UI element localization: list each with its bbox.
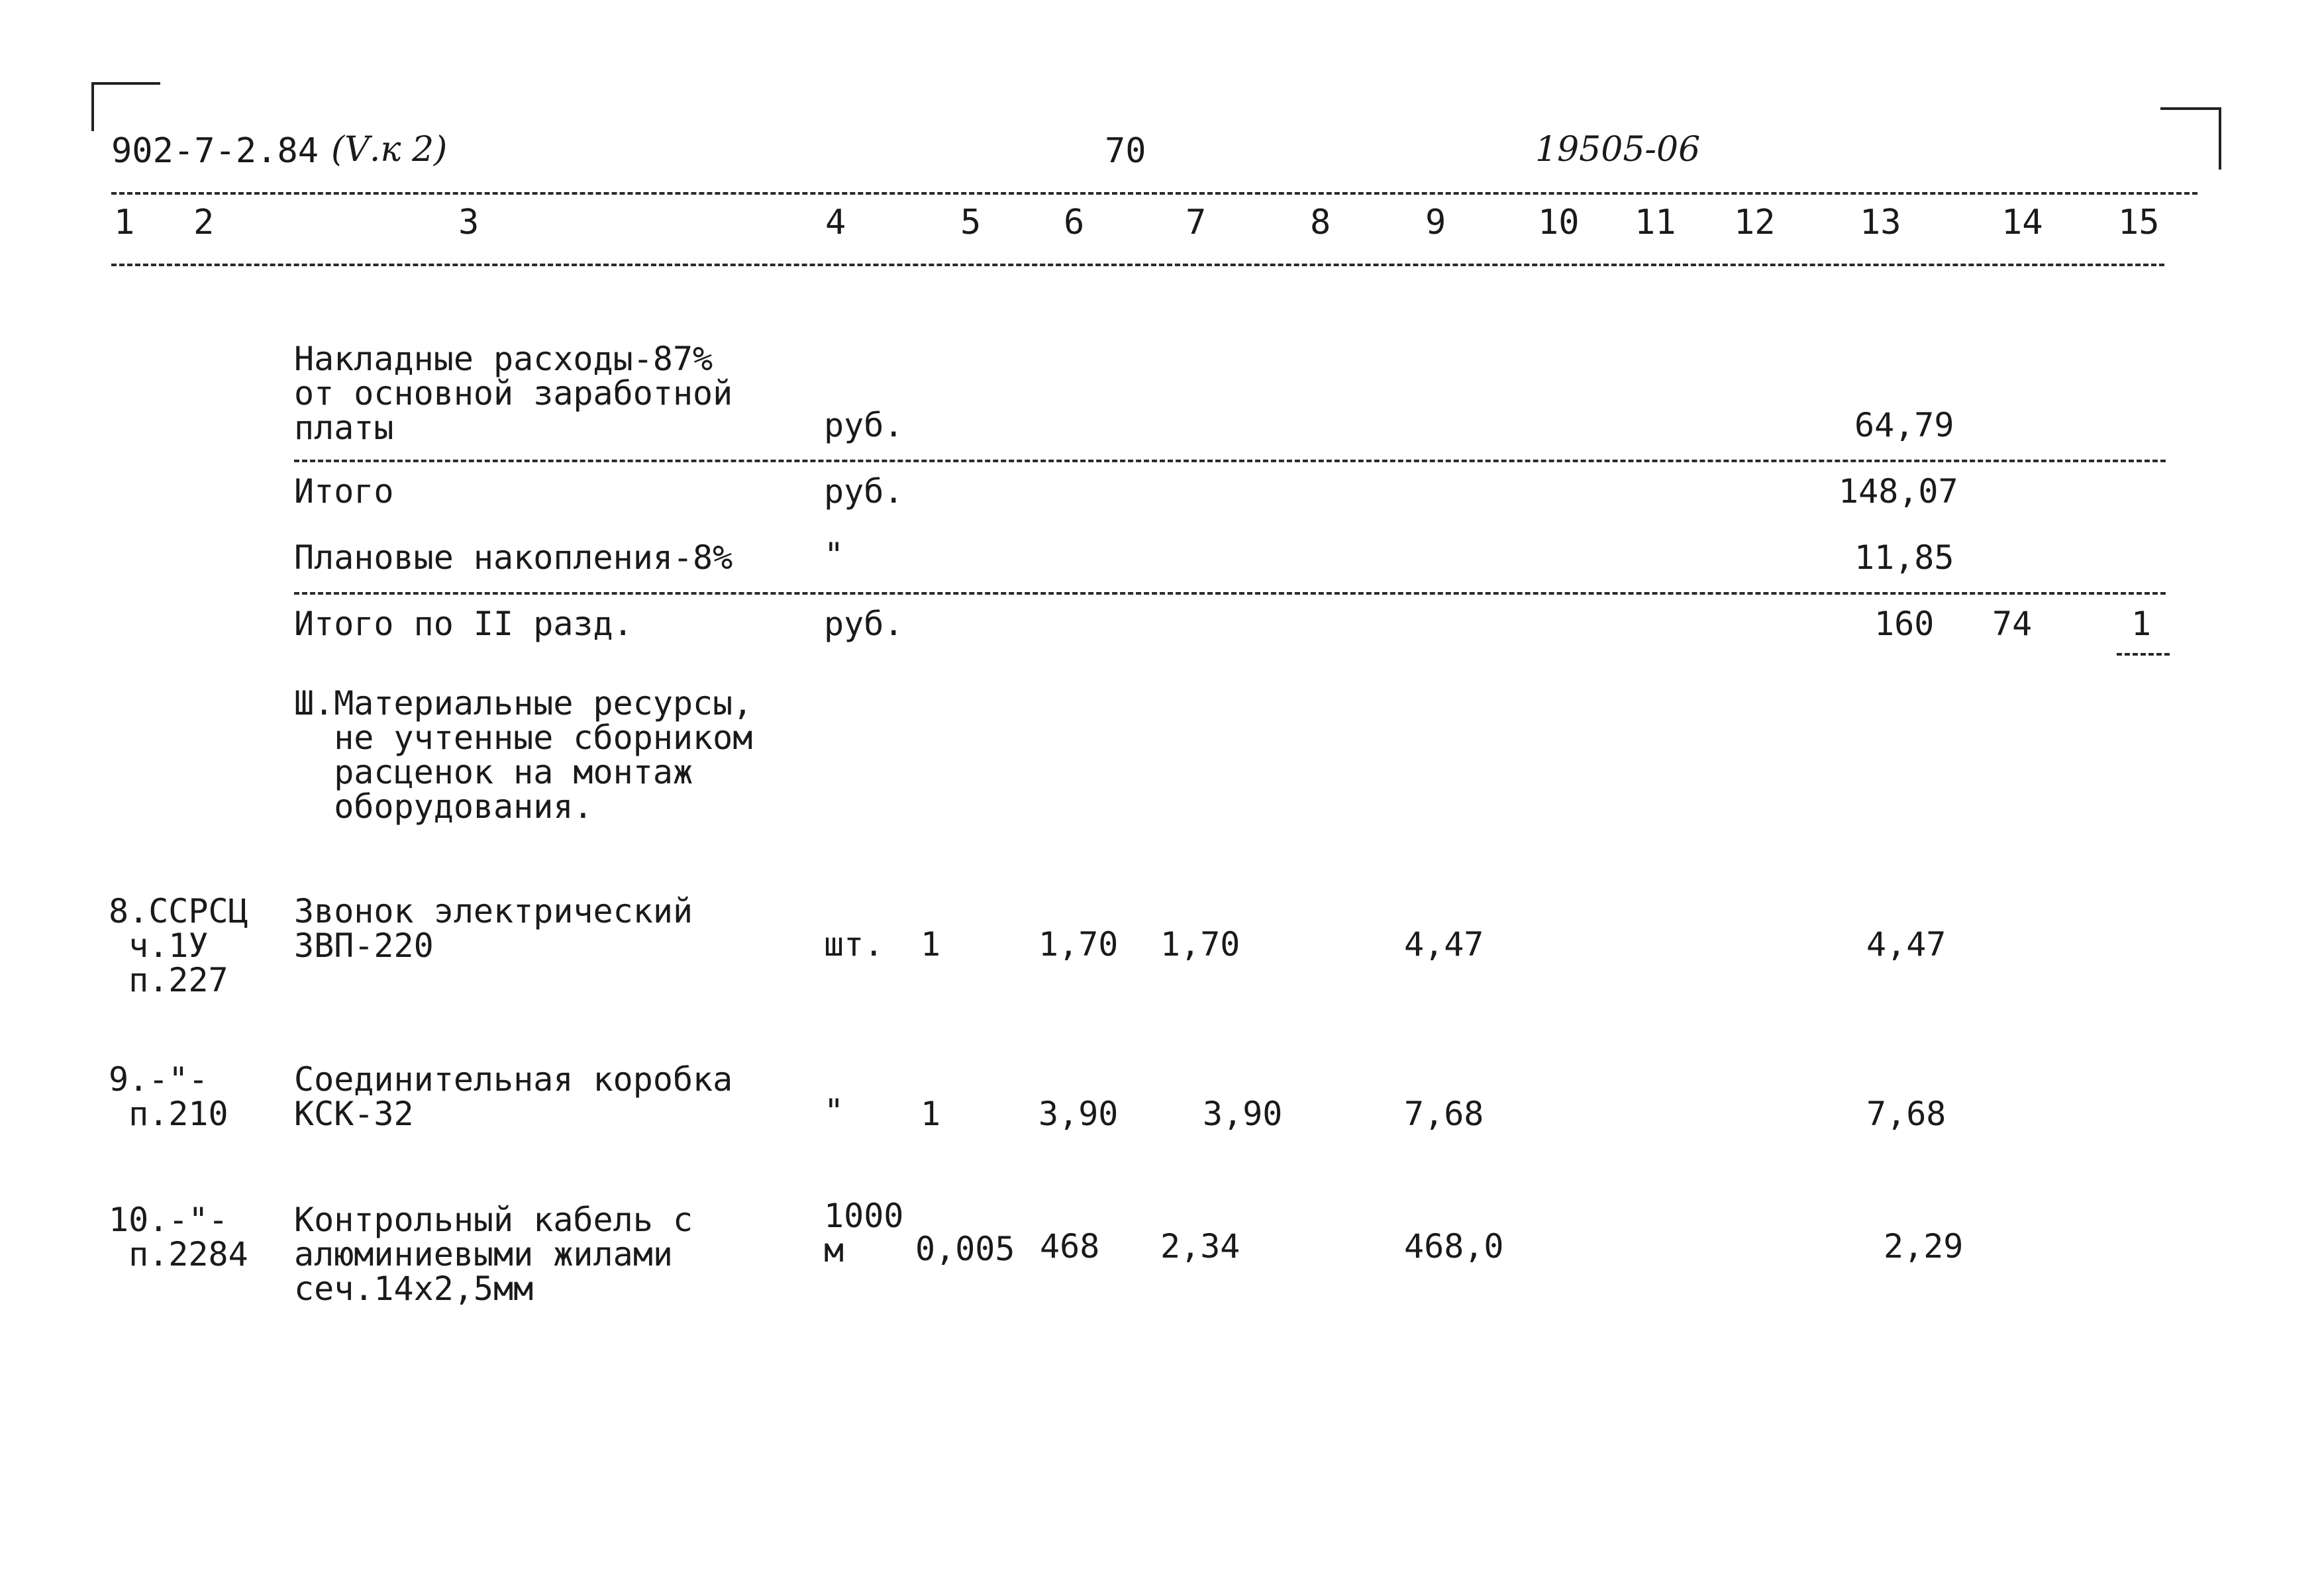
section-total-unit: руб. [824, 605, 904, 643]
item9-quantity: 1 [921, 1095, 941, 1133]
col-number-8: 8 [1310, 203, 1331, 242]
col-number-5: 5 [960, 203, 982, 242]
item10-description: Контрольный кабель с алюминиевыми жилами сеч.14х2,5мм [294, 1201, 693, 1308]
item9-col9: 7,68 [1404, 1095, 1484, 1133]
overhead-unit: руб. [824, 406, 904, 444]
top-right-corner-mark [2160, 107, 2221, 170]
section-total-rubles: 160 [1874, 605, 1935, 643]
col-number-14: 14 [2001, 203, 2043, 242]
col-number-11: 11 [1635, 203, 1676, 242]
item9-description: Соединительная коробка КСК-32 [294, 1060, 733, 1133]
page-number: 70 [1105, 131, 1146, 171]
item8-total: 4,47 [1866, 925, 1946, 964]
section-total-description: Итого по II разд. [294, 605, 633, 643]
overhead-total: 64,79 [1854, 406, 1954, 444]
col-number-12: 12 [1734, 203, 1776, 242]
item10-col7: 2,34 [1160, 1227, 1240, 1266]
planned-savings-unit: " [824, 536, 844, 574]
item8-col7: 1,70 [1160, 925, 1240, 964]
col-number-7: 7 [1186, 203, 1207, 242]
item8-col6: 1,70 [1038, 925, 1119, 964]
col-number-4: 4 [825, 203, 846, 242]
item9-unit: " [824, 1092, 844, 1130]
subtotal-unit: руб. [824, 472, 904, 511]
section-total-kopecks: 74 [1992, 605, 2033, 643]
col-number-15: 15 [2118, 203, 2160, 242]
col-number-10: 10 [1538, 203, 1580, 242]
col-number-3: 3 [458, 203, 480, 242]
col-number-2: 2 [193, 203, 215, 242]
col-number-6: 6 [1064, 203, 1085, 242]
doc-code: 902-7-2.84 [111, 131, 319, 171]
planned-savings-description: Плановые накопления-8% [294, 538, 733, 577]
overhead-description: Накладные расходы-87% от основной заработной платы [294, 340, 733, 447]
header-divider-bottom [111, 264, 2164, 266]
item8-unit: шт. [824, 925, 884, 964]
item9-col7: 3,90 [1203, 1095, 1283, 1133]
item8-quantity: 1 [921, 925, 941, 964]
planned-savings-total: 11,85 [1854, 538, 1954, 577]
item10-quantity: 0,005 [915, 1230, 1015, 1268]
item10-unit: 1000 м [824, 1197, 904, 1270]
top-left-corner-mark [91, 82, 160, 131]
item9-code: 9.-"- п.210 [109, 1060, 228, 1133]
item8-description: Звонок электрический ЗВП-220 [294, 892, 693, 965]
row-divider-2 [294, 592, 2166, 595]
item10-col6: 468 [1040, 1227, 1100, 1266]
item10-code: 10.-"- п.2284 [109, 1201, 248, 1273]
col-number-13: 13 [1860, 203, 1901, 242]
item9-total: 7,68 [1866, 1095, 1946, 1133]
item8-col9: 4,47 [1404, 925, 1484, 964]
registration-number: 19505-06 [1535, 130, 1701, 170]
col-number-9: 9 [1425, 203, 1446, 242]
section-total-col15: 1 [2131, 605, 2152, 643]
item10-col9: 468,0 [1404, 1227, 1504, 1266]
item8-code: 8.ССРСЦ ч.1У п.227 [109, 892, 248, 999]
section-heading-material-resources: Ш.Материальные ресурсы, не учтенные сборником расценок на монтаж оборудования. [294, 684, 753, 826]
header-divider-top [111, 192, 2197, 195]
row-divider-1 [294, 460, 2166, 462]
subtotal-description: Итого [294, 472, 394, 511]
section-total-underline [2117, 653, 2170, 656]
item9-col6: 3,90 [1038, 1095, 1119, 1133]
item10-total: 2,29 [1884, 1227, 1964, 1266]
subtotal-total: 148,07 [1839, 472, 1958, 511]
doc-volume: (Ⅴ.к 2) [331, 130, 448, 170]
col-number-1: 1 [114, 203, 135, 242]
